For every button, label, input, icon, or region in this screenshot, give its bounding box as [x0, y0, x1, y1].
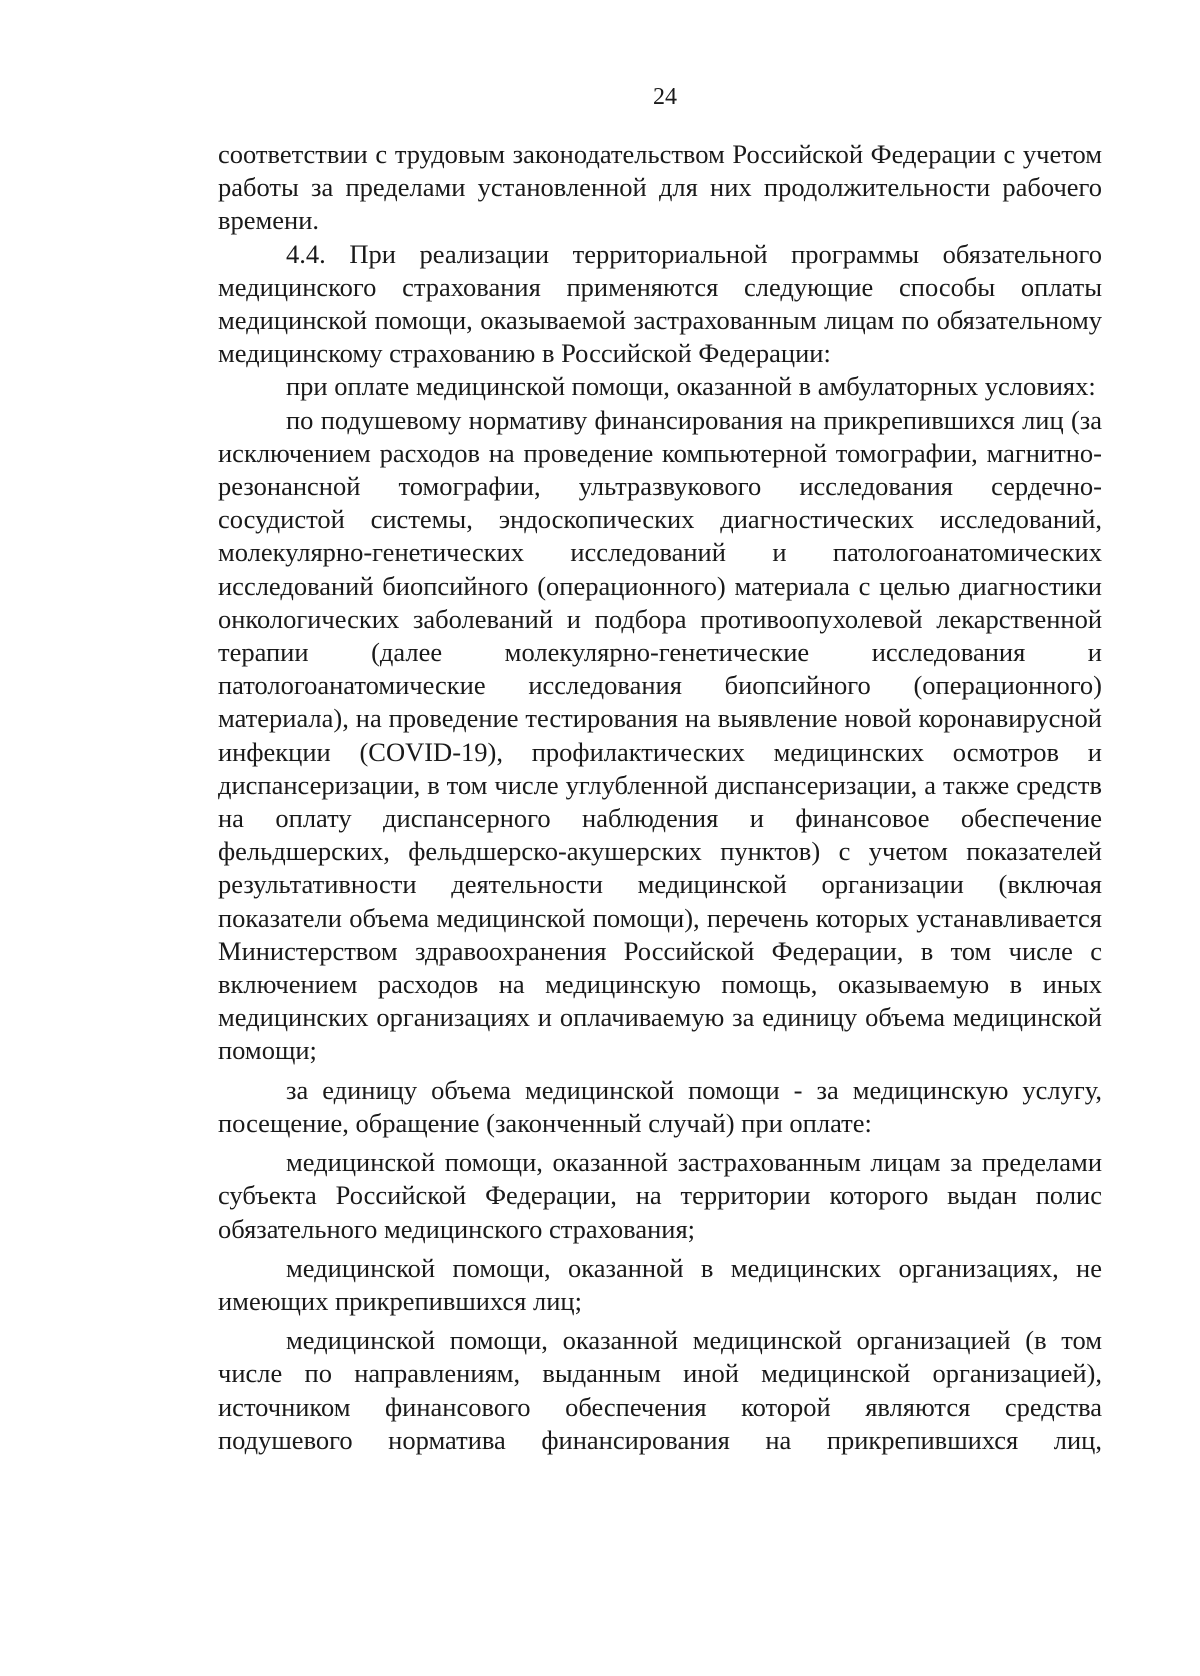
paragraph-referrals: медицинской помощи, оказанной медицинской организацией (в том числе по направлениям, выданным иной медицинской организацией), источником финансового обеспечения которой являются средства подушевого норматива финансирования на прикрепившихся лиц,	[218, 1325, 1102, 1455]
paragraph-continuation: соответствии с трудовым законодательством Российской Федерации с учетом работы за пределами установленной для них продолжительности рабочего времени.	[218, 139, 1102, 236]
paragraph-per-capita: по подушевому нормативу финансирования на прикрепившихся лиц (за исключением расходов на проведение компьютерной томографии, магнитно-резонансной томографии, ультразвукового исследования сердечно-сосудистой системы, эндоскопических диагностических исследований, молекулярно-генетических исследований и патологоанатомических исследований биопсийного (операционного) материала с целью диагностики онкологических заболеваний и подбора противоопухолевой лекарственной терапии (далее молекулярно-генетические исследования и патологоанатомические исследования биопсийного (операционного) материала), на проведение тестирования на выявление новой коронавирусной инфекции (COVID-19), профилактических медицинских осмотров и диспансеризации, в том числе углубленной диспансеризации, а также средств на оплату диспансерного наблюдения и финансовое обеспечение фельдшерских, фельдшерско-акушерских пунктов) с учетом показателей результативности деятельности медицинской организации (включая показатели объема медицинской помощи), перечень которых устанавливается Министерством здравоохранения Российской Федерации, в том числе с включением расходов на медицинскую помощь, оказываемую в иных медицинских организациях и оплачиваемую за единицу объема медицинской помощи;	[218, 404, 1102, 1066]
paragraph-outside-region: медицинской помощи, оказанной застрахованным лицам за пределами субъекта Российской Федерации, на территории которого выдан полис обязательного медицинского страхования;	[218, 1147, 1102, 1244]
document-body	[218, 138, 1102, 1457]
paragraph-unit-volume: за единицу объема медицинской помощи - за медицинскую услугу, посещение, обращение (законченный случай) при оплате:	[218, 1074, 1102, 1138]
paragraph-4-4: 4.4. При реализации территориальной программы обязательного медицинского страхования применяются следующие способы оплаты медицинской помощи, оказываемой застрахованным лицам по обязательному медицинскому страхованию в Российской Федерации:	[218, 238, 1102, 369]
paragraph-ambulatory: при оплате медицинской помощи, оказанной в амбулаторных условиях:	[286, 371, 1096, 402]
paragraph-no-attached: медицинской помощи, оказанной в медицинских организациях, не имеющих прикрепившихся лиц;	[218, 1252, 1102, 1316]
page-number: 24	[653, 84, 677, 110]
